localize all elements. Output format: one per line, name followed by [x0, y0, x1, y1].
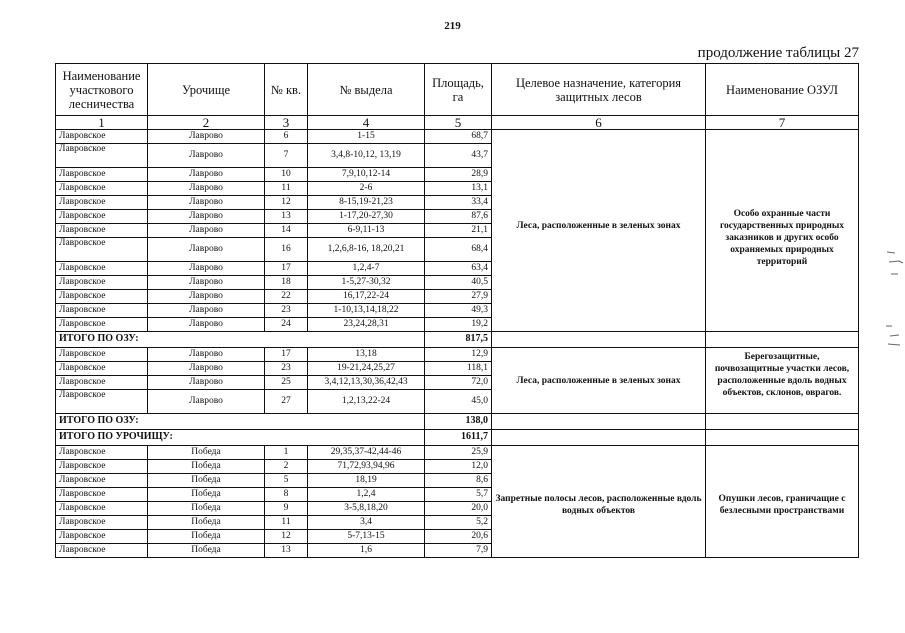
area-cell: 12,9 — [425, 348, 492, 362]
area-cell: 5,2 — [425, 516, 492, 530]
vydel-cell: 5-7,13-15 — [308, 530, 425, 544]
vydel-cell: 6-9,11-13 — [308, 224, 425, 238]
vydel-cell: 1,6 — [308, 544, 425, 558]
total-value: 1611,7 — [425, 430, 492, 446]
area-cell: 20,6 — [425, 530, 492, 544]
area-cell: 118,1 — [425, 362, 492, 376]
table-row — [56, 446, 859, 460]
forestry-cell: Лавровское — [56, 168, 148, 182]
area-cell: 5,7 — [425, 488, 492, 502]
purpose-cell: Леса, расположенные в зеленых зонах — [492, 130, 706, 332]
forest-table — [55, 63, 859, 558]
forestry-cell: Лавровское — [56, 446, 148, 460]
forestry-cell: Лавровское — [56, 460, 148, 474]
quarter-cell: 23 — [265, 304, 308, 318]
forestry-cell: Лавровское — [56, 390, 148, 414]
vydel-cell: 1,2,4 — [308, 488, 425, 502]
forestry-cell: Лавровское — [56, 502, 148, 516]
quarter-cell: 18 — [265, 276, 308, 290]
ozul-cell: Опушки лесов, граничащие с безлесными пространствами — [706, 446, 859, 558]
empty-cell — [706, 414, 859, 430]
area-cell: 43,7 — [425, 144, 492, 168]
quarter-cell: 7 — [265, 144, 308, 168]
forestry-cell: Лавровское — [56, 304, 148, 318]
tract-cell: Лаврово — [148, 262, 265, 276]
area-cell: 87,6 — [425, 210, 492, 224]
forestry-cell: Лавровское — [56, 276, 148, 290]
tract-cell: Победа — [148, 516, 265, 530]
area-cell: 21,1 — [425, 224, 492, 238]
area-cell: 8,6 — [425, 474, 492, 488]
quarter-cell: 23 — [265, 362, 308, 376]
vydel-cell: 71,72,93,94,96 — [308, 460, 425, 474]
area-cell: 45,0 — [425, 390, 492, 414]
column-number: 1 — [56, 116, 148, 130]
vydel-cell: 3,4 — [308, 516, 425, 530]
area-cell: 7,9 — [425, 544, 492, 558]
vydel-cell: 1-10,13,14,18,22 — [308, 304, 425, 318]
margin-scan-marks — [883, 240, 905, 360]
vydel-cell: 18,19 — [308, 474, 425, 488]
area-cell: 19,2 — [425, 318, 492, 332]
empty-cell — [492, 332, 706, 348]
forestry-cell: Лавровское — [56, 238, 148, 262]
tract-cell: Победа — [148, 460, 265, 474]
vydel-cell: 8-15,19-21,23 — [308, 196, 425, 210]
quarter-cell: 14 — [265, 224, 308, 238]
total-label: ИТОГО ПО ОЗУ: — [56, 332, 425, 348]
column-number: 3 — [265, 116, 308, 130]
area-cell: 40,5 — [425, 276, 492, 290]
tract-cell: Лаврово — [148, 390, 265, 414]
total-label: ИТОГО ПО ОЗУ: — [56, 414, 425, 430]
tract-cell: Лаврово — [148, 318, 265, 332]
area-cell: 49,3 — [425, 304, 492, 318]
tract-cell: Лаврово — [148, 304, 265, 318]
forestry-cell: Лавровское — [56, 362, 148, 376]
column-number: 4 — [308, 116, 425, 130]
quarter-cell: 17 — [265, 348, 308, 362]
tract-cell: Победа — [148, 544, 265, 558]
table-continuation-caption: продолжение таблицы 27 — [697, 45, 859, 61]
quarter-cell: 2 — [265, 460, 308, 474]
quarter-cell: 8 — [265, 488, 308, 502]
header-row — [56, 64, 859, 116]
quarter-cell: 11 — [265, 516, 308, 530]
tract-cell: Победа — [148, 502, 265, 516]
total-row-tract — [56, 430, 859, 446]
quarter-cell: 13 — [265, 544, 308, 558]
quarter-cell: 11 — [265, 182, 308, 196]
forestry-cell: Лавровское — [56, 474, 148, 488]
empty-cell — [492, 430, 706, 446]
header-ozul: Наименование ОЗУЛ — [706, 64, 859, 116]
area-cell: 33,4 — [425, 196, 492, 210]
vydel-cell: 3-5,8,18,20 — [308, 502, 425, 516]
forestry-cell: Лавровское — [56, 290, 148, 304]
quarter-cell: 13 — [265, 210, 308, 224]
total-value: 817,5 — [425, 332, 492, 348]
tract-cell: Лаврово — [148, 362, 265, 376]
total-row-ozu — [56, 414, 859, 430]
tract-cell: Победа — [148, 530, 265, 544]
tract-cell: Победа — [148, 474, 265, 488]
vydel-cell: 3,4,8-10,12, 13,19 — [308, 144, 425, 168]
quarter-cell: 24 — [265, 318, 308, 332]
area-cell: 63,4 — [425, 262, 492, 276]
forestry-cell: Лавровское — [56, 544, 148, 558]
forestry-cell: Лавровское — [56, 530, 148, 544]
forestry-cell: Лавровское — [56, 262, 148, 276]
table-row — [56, 348, 859, 362]
page-number: 219 — [444, 20, 461, 32]
vydel-cell: 16,17,22-24 — [308, 290, 425, 304]
area-cell: 68,4 — [425, 238, 492, 262]
vydel-cell: 1,2,6,8-16, 18,20,21 — [308, 238, 425, 262]
area-cell: 20,0 — [425, 502, 492, 516]
quarter-cell: 10 — [265, 168, 308, 182]
header-tract: Урочище — [148, 64, 265, 116]
tract-cell: Лаврово — [148, 376, 265, 390]
vydel-cell: 23,24,28,31 — [308, 318, 425, 332]
purpose-cell: Леса, расположенные в зеленых зонах — [492, 348, 706, 414]
area-cell: 12,0 — [425, 460, 492, 474]
quarter-cell: 25 — [265, 376, 308, 390]
area-cell: 13,1 — [425, 182, 492, 196]
tract-cell: Лаврово — [148, 196, 265, 210]
total-row-ozu — [56, 332, 859, 348]
area-cell: 27,9 — [425, 290, 492, 304]
tract-cell: Лаврово — [148, 238, 265, 262]
tract-cell: Победа — [148, 488, 265, 502]
column-number: 6 — [492, 116, 706, 130]
total-value: 138,0 — [425, 414, 492, 430]
tract-cell: Лаврово — [148, 144, 265, 168]
quarter-cell: 1 — [265, 446, 308, 460]
empty-cell — [492, 414, 706, 430]
header-kv: № кв. — [265, 64, 308, 116]
forestry-cell: Лавровское — [56, 196, 148, 210]
forestry-cell: Лавровское — [56, 516, 148, 530]
vydel-cell: 1,2,4-7 — [308, 262, 425, 276]
vydel-cell: 1,2,13,22-24 — [308, 390, 425, 414]
tract-cell: Лаврово — [148, 348, 265, 362]
header-purpose: Целевое назначение, категория защитных лесов — [492, 64, 706, 116]
forestry-cell: Лавровское — [56, 210, 148, 224]
tract-cell: Лаврово — [148, 168, 265, 182]
quarter-cell: 16 — [265, 238, 308, 262]
forestry-cell: Лавровское — [56, 182, 148, 196]
quarter-cell: 12 — [265, 196, 308, 210]
area-cell: 28,9 — [425, 168, 492, 182]
vydel-cell: 1-5,27-30,32 — [308, 276, 425, 290]
vydel-cell: 1-15 — [308, 130, 425, 144]
empty-cell — [706, 430, 859, 446]
tract-cell: Лаврово — [148, 276, 265, 290]
area-cell: 25,9 — [425, 446, 492, 460]
table-row — [56, 130, 859, 144]
ozul-cell: Особо охранные части государственных природных заказников и других особо охраняемых природных территорий — [706, 130, 859, 332]
area-cell: 68,7 — [425, 130, 492, 144]
quarter-cell: 12 — [265, 530, 308, 544]
forestry-cell: Лавровское — [56, 130, 148, 144]
tract-cell: Лаврово — [148, 224, 265, 238]
quarter-cell: 17 — [265, 262, 308, 276]
tract-cell: Лаврово — [148, 210, 265, 224]
table-body — [56, 130, 859, 558]
forestry-cell: Лавровское — [56, 144, 148, 168]
ozul-cell: Берегозащитные, почвозащитные участки лесов, расположенные вдоль водных объектов, склонов, оврагов. — [706, 348, 859, 414]
vydel-cell: 2-6 — [308, 182, 425, 196]
header-forestry: Наименование участкового лесничества — [56, 64, 148, 116]
quarter-cell: 22 — [265, 290, 308, 304]
forestry-cell: Лавровское — [56, 488, 148, 502]
quarter-cell: 5 — [265, 474, 308, 488]
header-vydel: № выдела — [308, 64, 425, 116]
empty-cell — [706, 332, 859, 348]
quarter-cell: 27 — [265, 390, 308, 414]
forestry-cell: Лавровское — [56, 224, 148, 238]
tract-cell: Лаврово — [148, 130, 265, 144]
total-label: ИТОГО ПО УРОЧИЩУ: — [56, 430, 425, 446]
area-cell: 72,0 — [425, 376, 492, 390]
quarter-cell: 9 — [265, 502, 308, 516]
vydel-cell: 7,9,10,12-14 — [308, 168, 425, 182]
vydel-cell: 29,35,37-42,44-46 — [308, 446, 425, 460]
forestry-cell: Лавровское — [56, 318, 148, 332]
column-number: 2 — [148, 116, 265, 130]
forestry-cell: Лавровское — [56, 348, 148, 362]
tract-cell: Победа — [148, 446, 265, 460]
tract-cell: Лаврово — [148, 290, 265, 304]
forestry-cell: Лавровское — [56, 376, 148, 390]
vydel-cell: 3,4,12,13,30,36,42,43 — [308, 376, 425, 390]
column-number-row — [56, 116, 859, 130]
tract-cell: Лаврово — [148, 182, 265, 196]
vydel-cell: 1-17,20-27,30 — [308, 210, 425, 224]
purpose-cell: Запретные полосы лесов, расположенные вдоль водных объектов — [492, 446, 706, 558]
column-number: 5 — [425, 116, 492, 130]
vydel-cell: 19-21,24,25,27 — [308, 362, 425, 376]
column-number: 7 — [706, 116, 859, 130]
quarter-cell: 6 — [265, 130, 308, 144]
vydel-cell: 13,18 — [308, 348, 425, 362]
header-area: Площадь, га — [425, 64, 492, 116]
